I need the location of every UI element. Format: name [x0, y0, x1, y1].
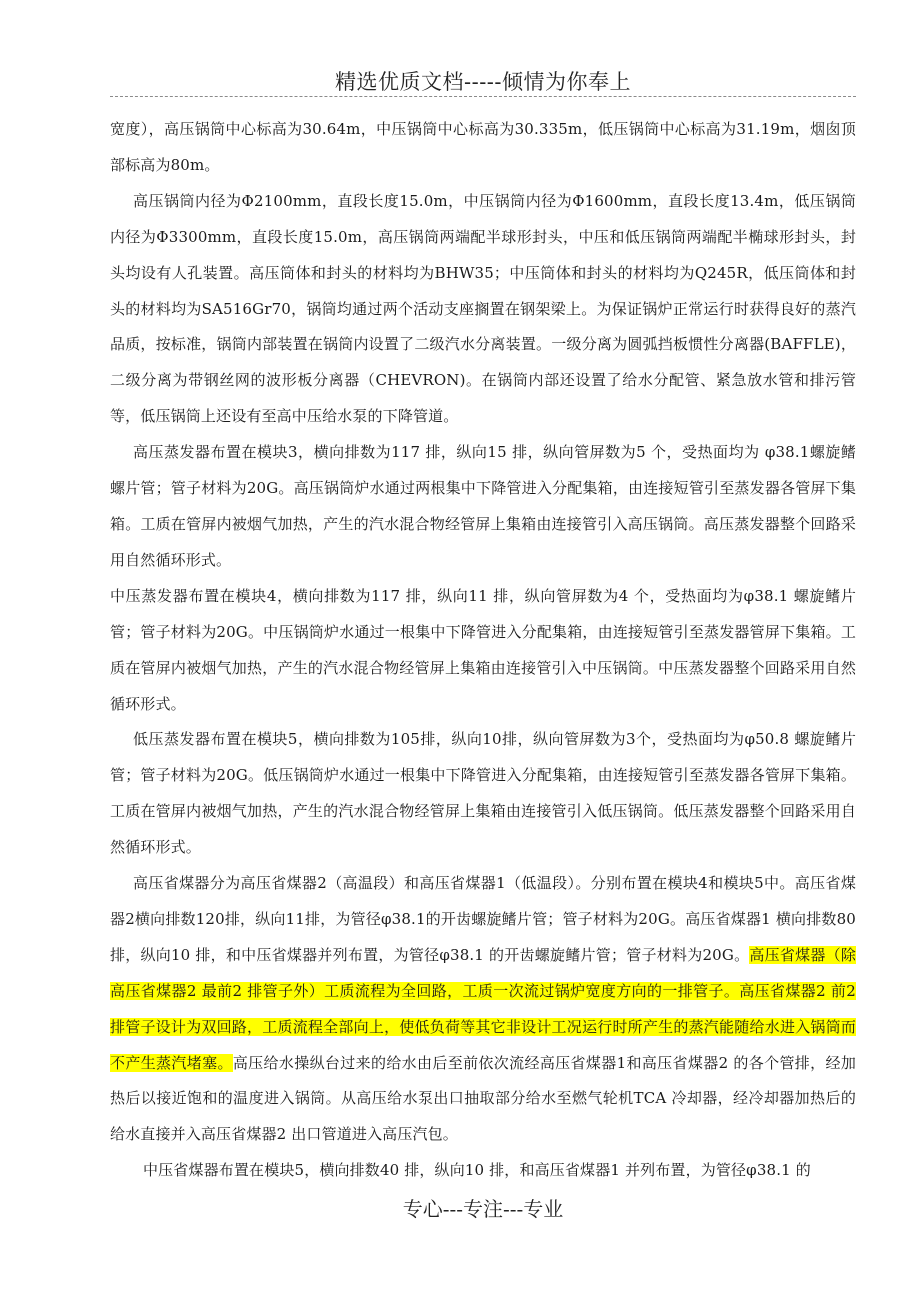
paragraph-hp-evaporator: 高压蒸发器布置在模块3，横向排数为117 排，纵向15 排，纵向管屏数为5 个，受热面均为 φ38.1螺旋鳍螺片管；管子材料为20G。高压锅筒炉水通过两根集中下降管进入分配集箱，由连接短管引至蒸发器各管屏下集箱。工质在管屏内被烟气加热，产生的汽水混合物经管屏上集箱由连接管引入高压锅筒。高压蒸发器整个回路采用自然循环形式。 — [110, 443, 856, 569]
hp-economizer-feedwater-text: 高压给水操纵台过来的给水由后至前依次流经高压省煤器1和高压省煤器2 的各个管排，经加热后以接近饱和的温度进入锅筒。从高压给水泵出口抽取部分给水至燃气轮机TCA 冷却器，经冷却器加热后的给水直接并入高压省煤器2 出口管道进入高压汽包。 — [110, 1053, 856, 1144]
paragraph-ip-evaporator: 中压蒸发器布置在模块4，横向排数为117 排，纵向11 排，纵向管屏数为4 个，受热面均为φ38.1 螺旋鳍片管；管子材料为20G。中压锅筒炉水通过一根集中下降管进入分配集箱，由连接短管引至蒸发器管屏下集箱。工质在管屏内被烟气加热，产生的汽水混合物经管屏上集箱由连接管引入中压锅筒。中压蒸发器整个回路采用自然循环形式。 — [110, 586, 856, 713]
header-divider — [110, 96, 856, 97]
paragraph-ip-economizer: 中压省煤器布置在模块5，横向排数40 排，纵向10 排，和高压省煤器1 并列布置，为管径φ38.1 的 — [143, 1161, 811, 1180]
highlighted-text: 高压省煤器（除高压省煤器2 最前2 排管子外）工质流程为全回路，工质一次流过锅炉宽度方向的一排管子。高压省煤器2 前2 排管子设计为双回路，工质流程全部向上，使低负荷等其它非设计工况运行时所产生的蒸汽能随给水进入锅筒而不产生蒸汽堵塞。 — [110, 945, 856, 1072]
paragraph-hp-economizer — [110, 866, 856, 1153]
page-header: 精选优质文档-----倾情为你奉上 — [335, 70, 631, 94]
paragraph-lp-evaporator: 低压蒸发器布置在模块5，横向排数为105排，纵向10排，纵向管屏数为3个，受热面均为φ50.8 螺旋鳍片管；管子材料为20G。低压锅筒炉水通过一根集中下降管进入分配集箱，由连接短管引至蒸发器各管屏下集箱。工质在管屏内被烟气加热，产生的汽水混合物经管屏上集箱由连接管引入低压锅筒。低压蒸发器整个回路采用自然循环形式。 — [110, 730, 856, 857]
page-footer: 专心---专注---专业 — [402, 1197, 564, 1221]
hp-economizer-intro-text: 高压省煤器分为高压省煤器2（高温段）和高压省煤器1（低温段）。分别布置在模块4和模块5中。高压省煤器2横向排数120排，纵向11排，为管径φ38.1的开齿螺旋鳍片管；管子材料为20G。高压省煤器1 横向排数80 排，纵向10 排，和中压省煤器并列布置，为管径φ38.1 的开齿螺旋鳍片管；管子材料为20G。 — [110, 874, 856, 964]
document-body — [110, 112, 856, 1189]
paragraph-drum-specs: 高压锅筒内径为Φ2100mm，直段长度15.0m，中压锅筒内径为Φ1600mm，直段长度13.4m，低压锅筒内径为Φ3300mm，直段长度15.0m，高压锅筒两端配半球形封头，中压和低压锅筒两端配半椭球形封头，封头均设有人孔装置。高压筒体和封头的材料均为BHW35；中压筒体和封头的材料均为Q245R，低压筒体和封头的材料均为SA516Gr70，锅筒均通过两个活动支座搁置在钢架梁上。为保证锅炉正常运行时获得良好的蒸汽品质，按标准，锅筒内部装置在锅筒内设置了二级汽水分离装置。一级分离为圆弧挡板惯性分离器(BAFFLE)，二级分离为带钢丝网的波形板分离器（CHEVRON)。在锅筒内部还设置了给水分配管、紧急放水管和排污管等，低压锅筒上还设有至高中压给水泵的下降管道。 — [110, 191, 856, 426]
paragraph-tower-elevation: 宽度），高压锅筒中心标高为30.64m，中压锅筒中心标高为30.335m，低压锅筒中心标高为31.19m，烟囱顶部标高为80m。 — [110, 120, 856, 174]
